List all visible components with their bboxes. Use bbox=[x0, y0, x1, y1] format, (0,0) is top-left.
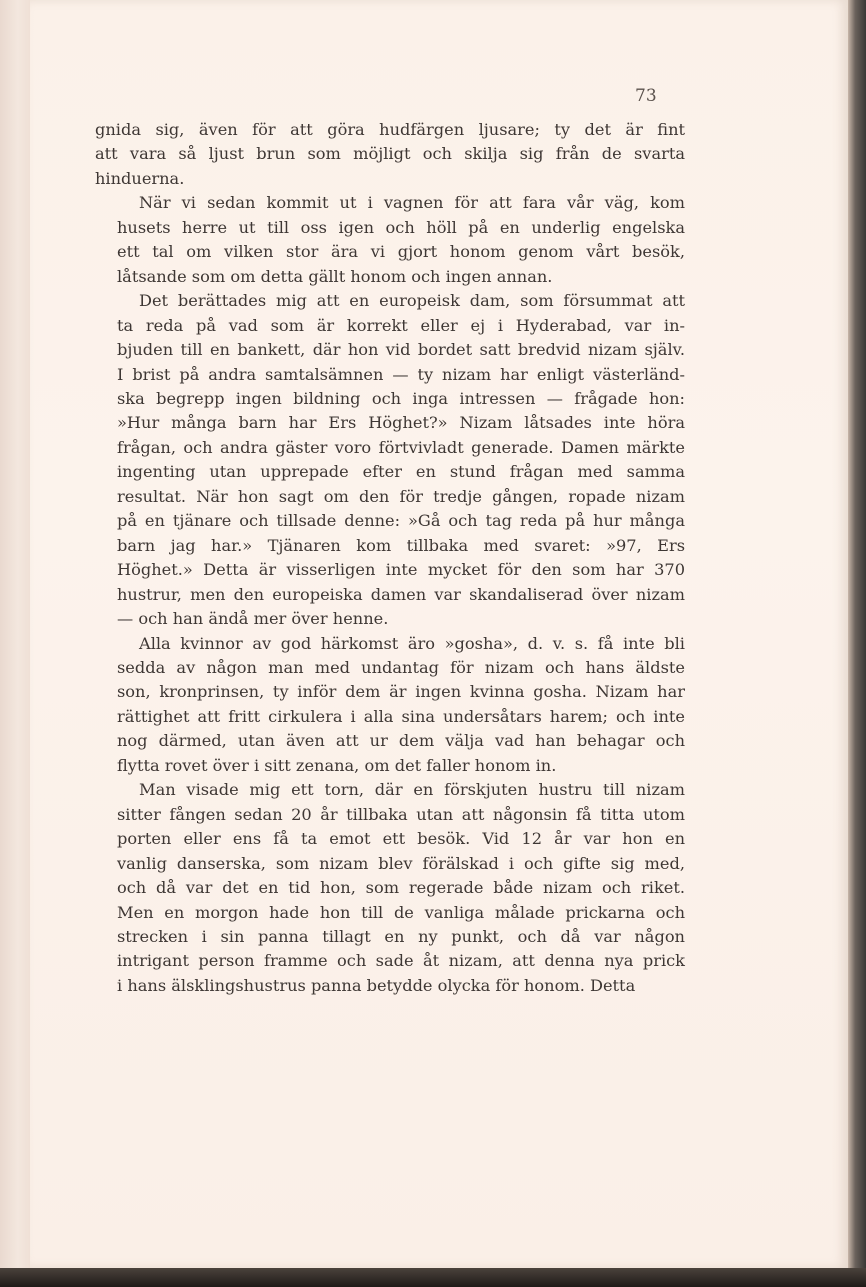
text-line: bjuden till en bankett, där hon vid bordet satt bredvid nizam själv. bbox=[117, 340, 685, 360]
text-line: sitter fången sedan 20 år tillbaka utan att någonsin få titta utom bbox=[117, 804, 685, 824]
text-line: När vi sedan kommit ut i vagnen för att fara vår väg, kom bbox=[139, 193, 685, 213]
text-line: »Hur många barn har Ers Höghet?» Nizam låtsades inte höra bbox=[117, 413, 685, 433]
page-number: 73 bbox=[635, 86, 657, 106]
text-line: på en tjänare och tillsade denne: »Gå och tag reda på hur många bbox=[117, 511, 685, 531]
text-line: hinduerna. bbox=[95, 168, 185, 188]
text-line: Man visade mig ett torn, där en förskjuten hustru till nizam bbox=[139, 780, 685, 800]
text-line: Alla kvinnor av god härkomst äro »gosha», d. v. s. få inte bli bbox=[139, 633, 685, 653]
text-line: I brist på andra samtalsämnen — ty nizam har enligt västerländ- bbox=[117, 364, 685, 384]
text-line: ingenting utan upprepade efter en stund frågan med samma bbox=[117, 462, 685, 482]
text-line: strecken i sin panna tillagt en ny punkt, och då var någon bbox=[117, 926, 685, 946]
text-line: vanlig danserska, som nizam blev förälskad i och gifte sig med, bbox=[117, 853, 685, 873]
facing-page-edge bbox=[0, 0, 31, 1287]
text-line: Höghet.» Detta är visserligen inte mycket för den som har 370 bbox=[117, 560, 685, 580]
text-line: och då var det en tid hon, som regerade både nizam och riket. bbox=[117, 878, 685, 898]
text-line: rättighet att fritt cirkulera i alla sina undersåtars harem; och inte bbox=[117, 706, 685, 726]
text-line: ett tal om vilken stor ära vi gjort honom genom vårt besök, bbox=[117, 242, 685, 262]
text-line: resultat. När hon sagt om den för tredje gången, ropade nizam bbox=[117, 486, 685, 506]
text-line: barn jag har.» Tjänaren kom tillbaka med svaret: »97, Ers bbox=[117, 535, 685, 555]
book-cover-edge bbox=[848, 0, 866, 1287]
text-line: frågan, och andra gäster voro förtvivladt generade. Damen märkte bbox=[117, 437, 685, 457]
paragraph bbox=[95, 118, 685, 191]
text-line: nog därmed, utan även att ur dem välja vad han behagar och bbox=[117, 731, 685, 751]
paragraph bbox=[95, 191, 685, 289]
text-line: ta reda på vad som är korrekt eller ej i Hyderabad, var in- bbox=[117, 315, 685, 335]
text-line: flytta rovet över i sitt zenana, om det faller honom in. bbox=[117, 755, 557, 775]
text-line: son, kronprinsen, ty inför dem är ingen kvinna gosha. Nizam har bbox=[117, 682, 685, 702]
text-line: Det berättades mig att en europeisk dam, som försummat att bbox=[139, 291, 685, 311]
scan-bottom-border bbox=[0, 1268, 866, 1287]
text-line: gnida sig, även för att göra hudfärgen ljusare; ty det är fint bbox=[95, 120, 685, 139]
text-line: låtsande som om detta gällt honom och ingen annan. bbox=[117, 266, 553, 286]
text-line: hustrur, men den europeiska damen var skandaliserad över nizam bbox=[117, 584, 685, 604]
body-text bbox=[95, 118, 685, 998]
text-line: sedda av någon man med undantag för nizam och hans äldste bbox=[117, 657, 685, 677]
text-line: Men en morgon hade hon till de vanliga målade prickarna och bbox=[117, 902, 685, 922]
text-line: att vara så ljust brun som möjligt och skilja sig från de svarta bbox=[95, 144, 685, 164]
paragraph bbox=[95, 778, 685, 998]
text-line: husets herre ut till oss igen och höll på en underlig engelska bbox=[117, 217, 685, 237]
paragraph bbox=[95, 632, 685, 779]
text-line: ska begrepp ingen bildning och inga intressen — frågade hon: bbox=[117, 388, 685, 408]
text-line: — och han ändå mer över henne. bbox=[117, 609, 389, 629]
paragraph bbox=[95, 289, 685, 631]
text-line: i hans älsklingshustrus panna betydde olycka för honom. Detta bbox=[117, 975, 636, 995]
text-line: porten eller ens få ta emot ett besök. Vid 12 år var hon en bbox=[117, 829, 685, 849]
text-line: intrigant person framme och sade åt nizam, att denna nya prick bbox=[117, 951, 685, 971]
